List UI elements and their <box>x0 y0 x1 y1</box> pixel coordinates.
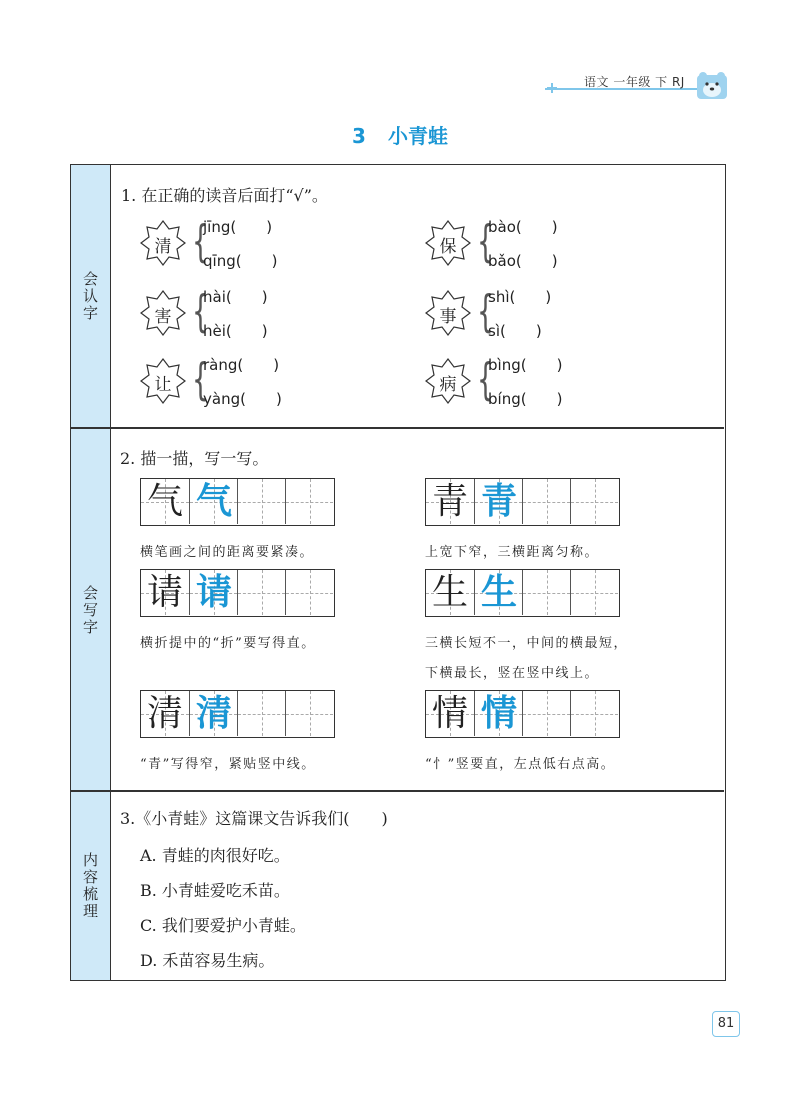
brace-icon: { <box>192 286 209 337</box>
pinyin-option[interactable]: bíng( ) <box>488 390 563 408</box>
grid-cell-blank[interactable] <box>237 479 285 524</box>
grid-cell-blank[interactable] <box>237 691 285 736</box>
grid-cell <box>141 570 189 615</box>
pinyin-option[interactable]: sì( ) <box>488 322 542 340</box>
answer-option-a[interactable]: A. 青蛙的肉很好吃。 <box>140 846 290 865</box>
grid-cell-blank[interactable] <box>237 570 285 615</box>
grid-cell-blank[interactable] <box>285 479 333 524</box>
octagram-frame-icon <box>140 290 186 336</box>
octagram-frame-icon <box>425 220 471 266</box>
model-character: 生 <box>431 572 468 613</box>
trace-character: 青 <box>480 481 517 522</box>
brace-icon: { <box>192 216 209 267</box>
writing-tip: 上宽下窄，三横距离匀称。 <box>425 545 600 560</box>
character-to-read: 病 <box>439 375 457 395</box>
character-to-read: 让 <box>154 375 172 395</box>
model-character: 气 <box>146 481 183 522</box>
sidebar-content <box>71 792 111 980</box>
grid-cell-blank[interactable] <box>570 691 618 736</box>
grid-cell-blank[interactable] <box>570 479 618 524</box>
page-number: 81 <box>712 1011 740 1037</box>
sidebar-content-label: 内容梳理 <box>81 852 99 920</box>
answer-option-d[interactable]: D. 禾苗容易生病。 <box>140 951 275 970</box>
model-character: 请 <box>146 572 183 613</box>
grid-cell-blank[interactable] <box>522 570 570 615</box>
sidebar-write-label: 会写字 <box>81 584 99 636</box>
trace-character: 情 <box>480 693 517 734</box>
writing-tip: “忄”竖要直，左点低右点高。 <box>425 757 616 772</box>
pinyin-option[interactable]: jīng( ) <box>203 218 273 236</box>
grid-cell <box>189 691 237 736</box>
grid-cell <box>189 570 237 615</box>
grid-cell-blank[interactable] <box>522 479 570 524</box>
octagram-frame-icon <box>140 358 186 404</box>
character-to-read: 清 <box>154 237 172 257</box>
question-2: 2. 描一描，写一写。 <box>120 449 269 468</box>
grid-cell <box>189 479 237 524</box>
section-divider <box>71 427 724 429</box>
bear-mascot-icon <box>696 70 728 100</box>
pinyin-option[interactable]: ràng( ) <box>203 356 280 374</box>
series-label: 语文 一年级 下 RJ <box>584 75 685 89</box>
pinyin-option[interactable]: bào( ) <box>488 218 558 236</box>
model-character: 青 <box>431 481 468 522</box>
writing-tip: “青”写得窄，紧贴竖中线。 <box>140 757 316 772</box>
writing-grid <box>140 478 335 526</box>
writing-tip: 横折提中的“折”要写得直。 <box>140 636 316 651</box>
trace-character: 生 <box>480 572 517 613</box>
brace-icon: { <box>477 286 494 337</box>
writing-grid <box>140 690 335 738</box>
pinyin-option[interactable]: hèi( ) <box>203 322 268 340</box>
answer-option-b[interactable]: B. 小青蛙爱吃禾苗。 <box>140 881 290 900</box>
lesson-title <box>0 120 800 149</box>
writing-grid <box>425 569 620 617</box>
question-3: 3.《小青蛙》这篇课文告诉我们( ) <box>120 809 388 828</box>
lesson-number: 3 <box>352 124 366 148</box>
grid-cell-blank[interactable] <box>522 691 570 736</box>
grid-cell-blank[interactable] <box>285 570 333 615</box>
brace-icon: { <box>192 354 209 405</box>
grid-cell <box>141 479 189 524</box>
writing-grid <box>425 690 620 738</box>
grid-cell <box>426 691 474 736</box>
pinyin-option[interactable]: yàng( ) <box>203 390 282 408</box>
trace-character: 气 <box>195 481 232 522</box>
character-to-read: 保 <box>439 237 457 257</box>
answer-option-c[interactable]: C. 我们要爱护小青蛙。 <box>140 916 306 935</box>
grid-cell <box>426 570 474 615</box>
question-1: 1. 在正确的读音后面打“√”。 <box>121 186 328 205</box>
character-to-read: 害 <box>154 307 172 327</box>
header-sparkle-icon <box>547 82 551 94</box>
grid-cell-blank[interactable] <box>285 691 333 736</box>
section-divider <box>71 790 724 792</box>
brace-icon: { <box>477 216 494 267</box>
writing-tip: 下横最长，竖在竖中线上。 <box>425 666 600 681</box>
trace-character: 请 <box>195 572 232 613</box>
sidebar-recognize <box>71 165 111 428</box>
writing-tip: 三横长短不一，中间的横最短， <box>425 636 629 651</box>
brace-icon: { <box>477 354 494 405</box>
pinyin-option[interactable]: shì( ) <box>488 288 552 306</box>
octagram-frame-icon <box>425 290 471 336</box>
model-character: 清 <box>146 693 183 734</box>
pinyin-option[interactable]: bìng( ) <box>488 356 563 374</box>
model-character: 情 <box>431 693 468 734</box>
grid-cell-blank[interactable] <box>570 570 618 615</box>
character-to-read: 事 <box>439 307 457 327</box>
grid-cell <box>426 479 474 524</box>
sidebar-write <box>71 429 111 791</box>
sidebar-recognize-label: 会认字 <box>81 271 99 322</box>
pinyin-option[interactable]: hài( ) <box>203 288 268 306</box>
grid-cell <box>474 570 522 615</box>
grid-cell <box>141 691 189 736</box>
writing-grid <box>140 569 335 617</box>
octagram-frame-icon <box>140 220 186 266</box>
grid-cell <box>474 479 522 524</box>
writing-tip: 横笔画之间的距离要紧凑。 <box>140 545 315 560</box>
pinyin-option[interactable]: bǎo( ) <box>488 252 558 270</box>
pinyin-option[interactable]: qīng( ) <box>203 252 278 270</box>
grid-cell <box>474 691 522 736</box>
writing-grid <box>425 478 620 526</box>
lesson-name: 小青蛙 <box>387 124 448 148</box>
octagram-frame-icon <box>425 358 471 404</box>
trace-character: 清 <box>195 693 232 734</box>
